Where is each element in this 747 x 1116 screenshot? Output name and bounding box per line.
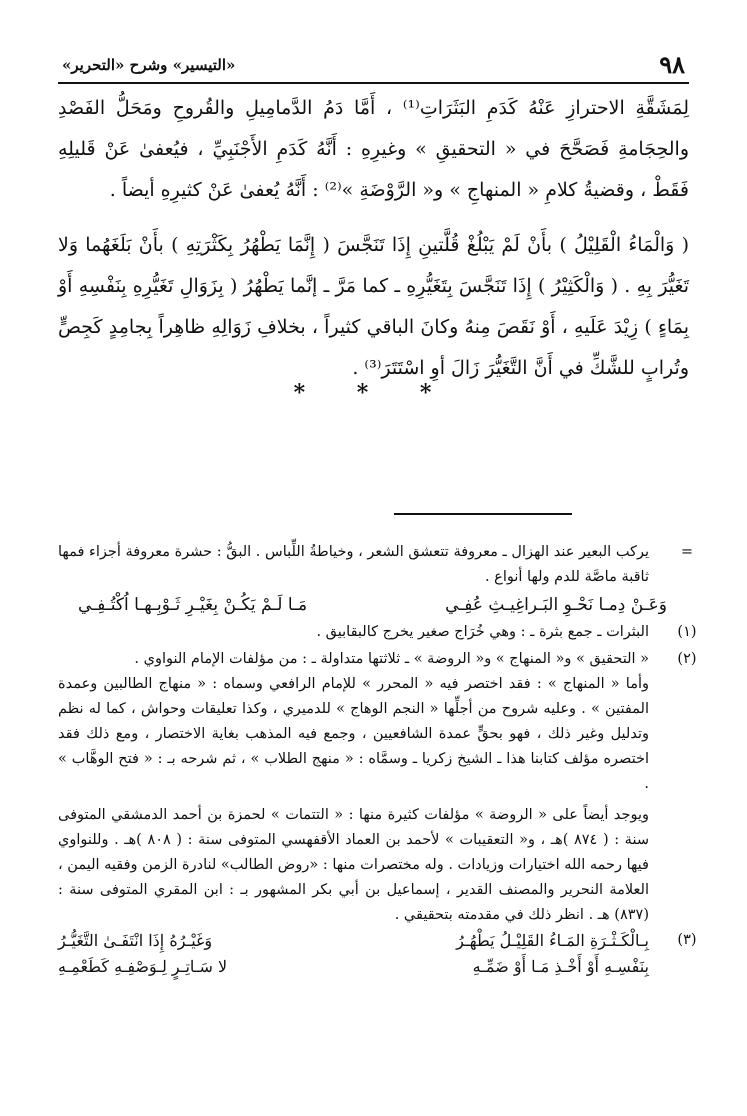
verse-hemistich-right: بِـالْكَـثْـرَةِ المَـاءُ القَلِيْـلُ يَطْهُـرُ [456, 931, 649, 950]
footnote-continued [58, 540, 707, 590]
footnote-verse [58, 590, 707, 620]
footnotes [58, 540, 707, 980]
footnote-2-paragraph: وأما « المنهاج » : فقد اختصر فيه « المحرر » للإمام الرافعي وسماه : « منهاج الطالبين وعمدة المفتين » . وعليه شروح من أجلِّها « النجم الوهاج » للدميري ، وكذا تعليقات وحواش ، كما له نظم وتدليل وغير ذلك ، فهو بحقٍّ عمدة الشافعيين ، وجمع فيه المذهب بغاية الاختصار ، ومع ذلك فقد اختصره مؤلف كتابنا هذا ـ الشيخ زكريا ـ وسمَّاه : « منهج الطلاب » ، ثم شرحه بـ : « فتح الوهَّاب » . [58, 676, 649, 792]
footnote-3-verse-line [58, 928, 649, 954]
main-text [58, 88, 689, 389]
page-number: ٩٨ [659, 50, 685, 79]
verse-hemistich-right: بِنَفْسِـهِ أَوْ أَخْـذِ مَـا أَوْ ضَمِّـهِ [472, 957, 649, 976]
footnote-3-verse-line [58, 954, 649, 980]
footnote-text: « التحقيق » و« المنهاج » و« الروضة » ـ ثلاثتها متداولة ـ : من مؤلفات الإمام النواوي . [134, 651, 649, 667]
footnote-2 [58, 647, 707, 672]
footnote-mark: (٢) [677, 651, 697, 667]
footnote-mark: (٣) [677, 932, 697, 948]
footnote-text: البثرات ـ جمع بثرة ـ : وهي خُرَاج صغير يخرج كالبقابيق . [316, 624, 649, 640]
page-header [58, 48, 689, 84]
running-title: «التيسير» وشرح «التحرير» [62, 56, 236, 74]
main-paragraph-2: ( وَالْمَاءُ الْقَلِيْلُ ) بأَنْ لَمْ يَبْلُغْ قُلَّتينِ إِذَا تَنَجَّسَ ( إِنَّمَا يَطْهُرُ بِكَثْرَتِهِ ) بأَنْ بَلَغَهُما وَلا تَغَيُّرَ بِهِ . ( وَالْكَثِيْرُ ) إِذَا تَنَجَّسَ بِتَغَيُّرِهِ ـ كما مَرَّ ـ إنَّما يَطْهُرُ ( بِزَوَالِ تَغَيُّرِهِ بِنَفْسِهِ أَوْ بِمَاءٍ ) زِيْدَ عَلَيهِ ، أَوْ نَقَصَ مِنهُ وكانَ الباقي كثيراً ، بخلافِ زَوَالِهِ ظاهِراً بِجامِدٍ كَجِصٍّ وتُرابٍ للشَّكِّ في أَنَّ التَّغَيُّرَ زَالَ أوِ اسْتَتَرَ⁽³⁾ . [58, 234, 689, 379]
footnote-text: يركب البعير عند الهزال ـ معروفة تتعشق الشعر ، وخياطةُ اللِّباس . البقُّ : حشرة معروفة أجزاء فمها ثاقبة ماصَّة للدم ولها أنواع . [58, 544, 649, 585]
footnote-mark: (١) [677, 624, 697, 640]
verse-hemistich-left: مَـا لَـمْ يَكُـنْ بِغَيْـرِ ثَـوْبِـهـا اُكْتُـفِـي [78, 595, 308, 615]
main-paragraph-1: لِمَشَقَّةِ الاحترازِ عَنْهُ كَدَمِ البَثَرَاتِ⁽¹⁾ ، أَمَّا دَمُ الدَّمامِيلِ والقُروحِ ومَحَلُّ الفَصْدِ والحِجَامةِ فَصَحَّحَ في « التحقيقِ » وغيرِهِ : أَنَّهُ كَدَمِ الأَجْنَبِيِّ ، فيُعفىٰ عَنْ قَليلِهِ فَقَطْ ، وقضيةُ كلامِ « المنهاجِ » و« الرَّوْضَةِ »⁽²⁾ : أَنَّهُ يُعفىٰ عَنْ كثيرِهِ أيضاً . [58, 97, 689, 201]
footnote-2-paragraph: ويوجد أيضاً على « الروضة » مؤلفات كثيرة منها : « التتمات » لحمزة بن أحمد الدمشقي المتوفى سنة : ( ٨٧٤ )هـ ، و« التعقيبات » لأحمد بن العماد الأقفهسي المتوفى سنة : ( ٨٠٨ )هـ . وللنواوي فيها رحمه الله اختيارات وزيادات . وله مختصرات منها : «روض الطالب» لنادرة الزمن وفقيه اليمن ، العلامة النحرير والمصنف القدير ، إسماعيل بن أبي بكر المشهور بـ : ابن المقري المتوفى سنة : (٨٣٧) هـ . انظر ذلك في مقدمته بتحقيقي . [58, 807, 649, 923]
footnote-rule [394, 513, 572, 515]
verse-hemistich-left: وَغَيْـرُهُ إِذَا انْتَفَـىٰ التَّغَيُّـرُ [58, 931, 213, 950]
footnote-3 [58, 928, 707, 980]
verse-hemistich-left: لا سَـاتِـرٍ لِـوَصْفِـهِ كَطَعْمِـهِ [58, 957, 228, 976]
footnote-1 [58, 620, 707, 645]
section-divider: * * * [293, 380, 454, 406]
footnote-mark: = [680, 544, 694, 560]
verse-hemistich-right: وَعَـنْ دِمـا نَحْـوِ البَـراغِيـثِ عُفِـي [445, 595, 667, 615]
